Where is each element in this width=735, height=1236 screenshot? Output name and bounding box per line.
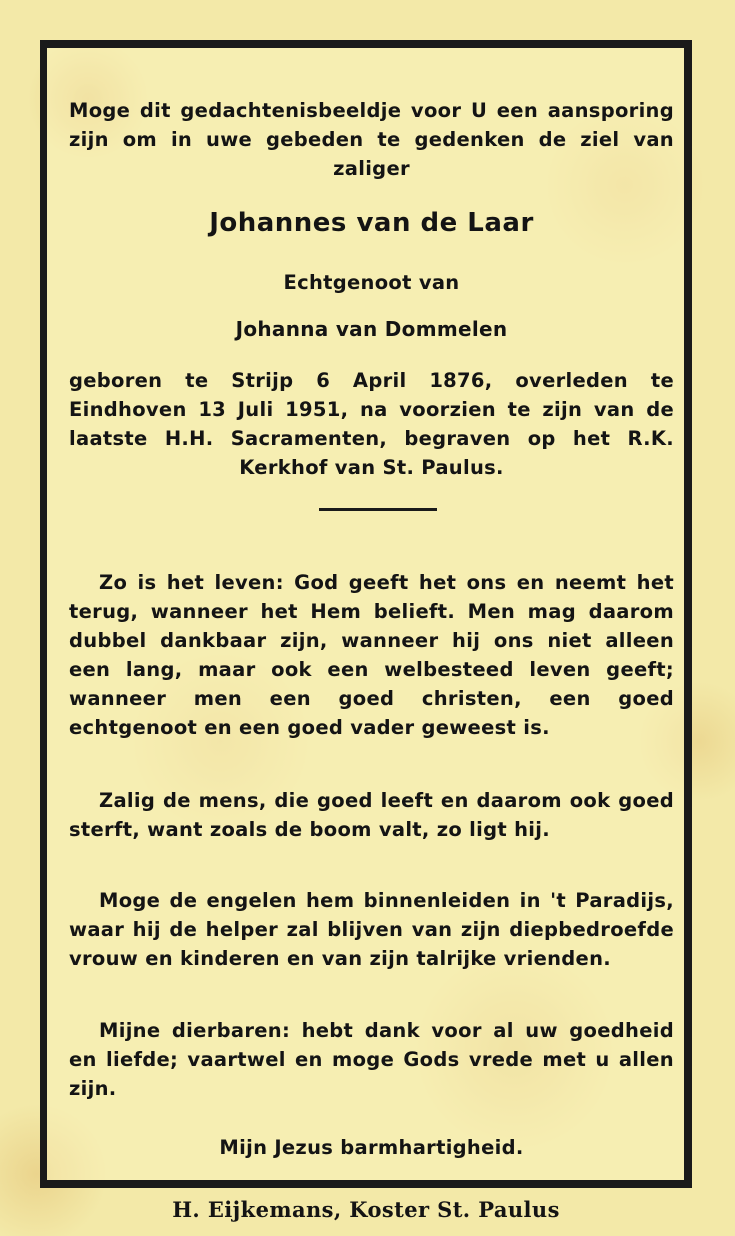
divider-line <box>319 508 437 511</box>
spouse-label: Echtgenoot van <box>283 271 460 294</box>
printer-credit: H. Eijkemans, Koster St. Paulus <box>172 1197 560 1222</box>
paragraph-farewell: Mijne dierbaren: hebt dank voor al uw goedheid en liefde; vaartwel en moge Gods vrede met u allen zijn. <box>69 1019 674 1100</box>
paragraph-angels: Moge de engelen hem binnenleiden in 't Paradijs, waar hij de helper zal blijven van zijn diepbedroefde vrouw en kinderen en van zijn talrijke vrienden. <box>69 889 674 970</box>
biography-text: geboren te Strijp 6 April 1876, overleden te Eindhoven 13 Juli 1951, na voorzien te zijn van de laatste H.H. Sacramenten, begraven op het R.K. Kerkhof van St. Paulus. <box>69 369 674 479</box>
closing-prayer: Mijn Jezus barmhartigheid. <box>219 1136 524 1159</box>
paragraph-blessed: Zalig de mens, die goed leeft en daarom ook goed sterft, want zoals de boom valt, zo ligt hij. <box>69 789 674 841</box>
spouse-name: Johanna van Dommelen <box>235 317 508 341</box>
memorial-card <box>40 40 692 1188</box>
deceased-name: Johannes van de Laar <box>209 208 534 238</box>
intro-text: Moge dit gedachtenisbeeldje voor U een aansporing zijn om in uwe gebeden te gedenken de ziel van zaliger <box>69 99 674 180</box>
paragraph-life: Zo is het leven: God geeft het ons en neemt het terug, wanneer het Hem belieft. Men mag daarom dubbel dankbaar zijn, wanneer hij ons niet alleen een lang, maar ook een welbesteed leven geeft; wanneer men een goed christen, een goed echtgenoot en een goed vader geweest is. <box>69 571 674 739</box>
